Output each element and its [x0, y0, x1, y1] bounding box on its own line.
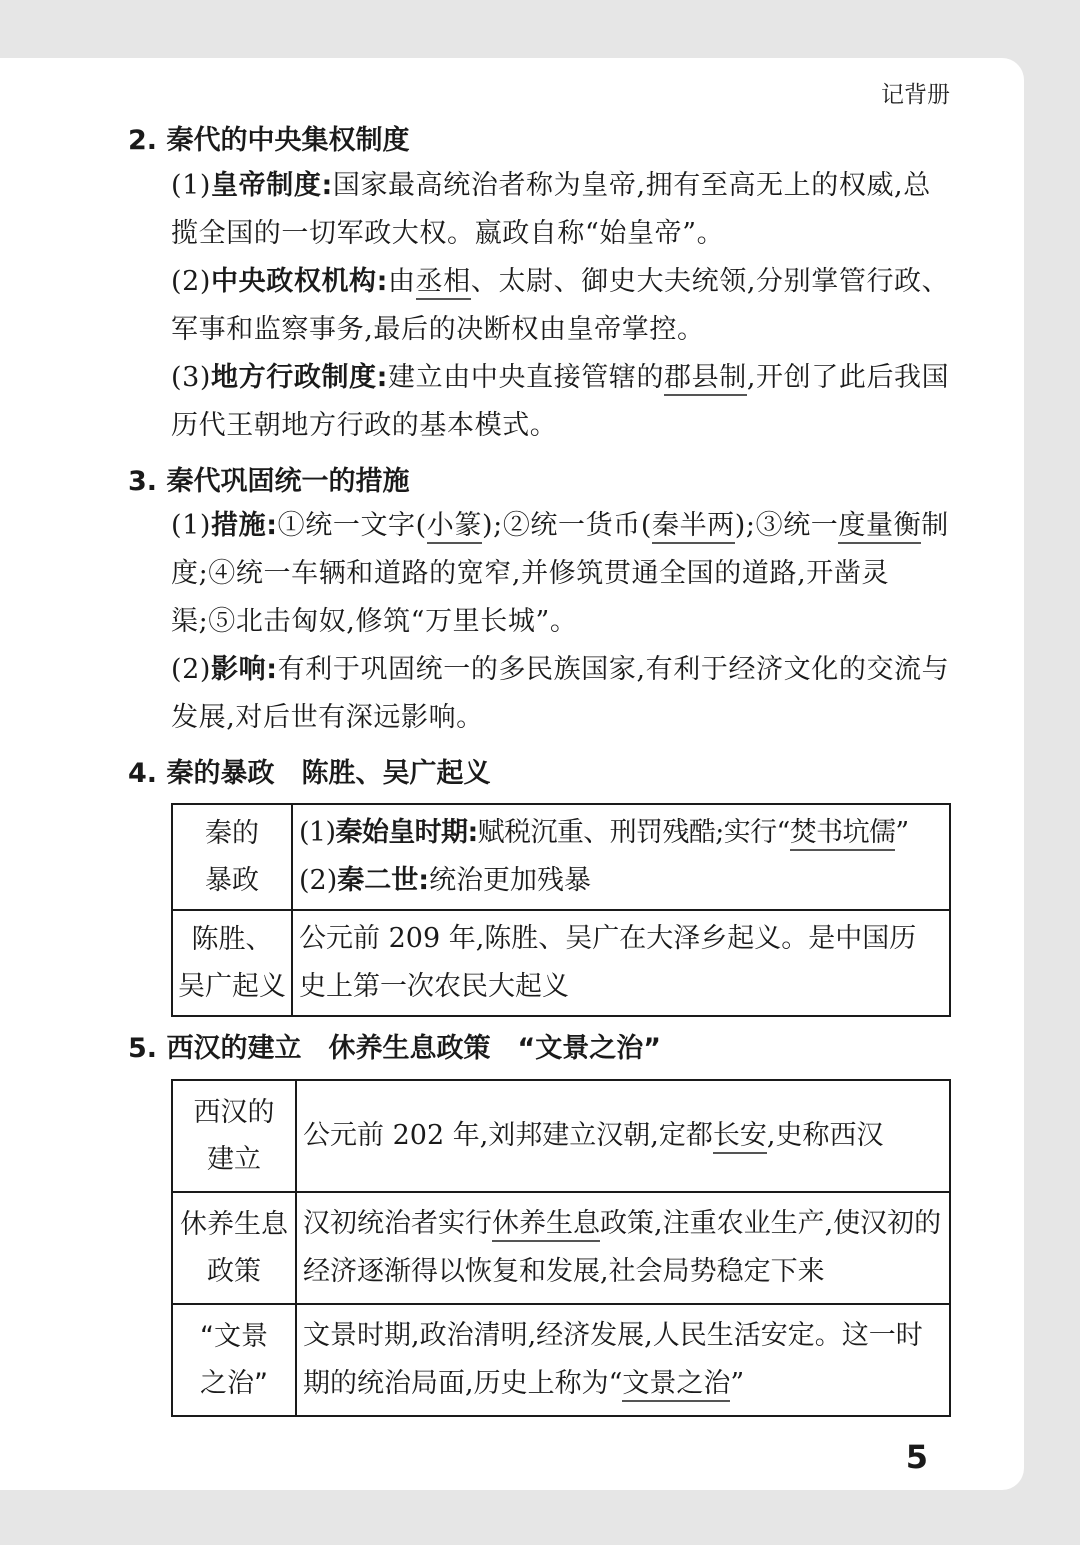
- item-label: 措施:: [211, 510, 278, 541]
- item-number: (1): [171, 510, 212, 541]
- item-label: 地方行政制度:: [211, 362, 389, 393]
- keyword-underlined: 长安: [713, 1120, 767, 1154]
- section-3-title: 3. 秦代巩固统一的措施: [128, 466, 410, 497]
- row-header: 陈胜、 吴广起义: [172, 910, 292, 1016]
- section-2-title: 2. 秦代的中央集权制度: [128, 125, 410, 156]
- s3-paragraph-2: [171, 646, 951, 742]
- running-head: 记背册: [881, 82, 950, 108]
- s2-paragraph-2: [171, 258, 951, 354]
- section-4-title: 4. 秦的暴政 陈胜、吴广起义: [128, 758, 491, 789]
- row-content: 文景时期,政治清明,经济发展,人民生活安定。这一时期的统治局面,历史上称为“文景之治”: [296, 1304, 950, 1416]
- row-content: [292, 804, 950, 910]
- item-text: 制度;④统一车辆和道路的宽窄,并修筑贯通全国的道路,开凿灵渠;⑤北击匈奴,修筑“万里长城”。: [171, 510, 949, 637]
- item-text: ,开创了此后我国历代王朝地方行政的基本模式。: [171, 362, 950, 441]
- table-row: [172, 1192, 950, 1304]
- page-number: 5: [905, 1438, 928, 1476]
- row-content: 公元前 209 年,陈胜、吴广在大泽乡起义。是中国历史上第一次农民大起义: [292, 910, 950, 1016]
- keyword-underlined: 秦半两: [652, 510, 735, 544]
- item-text: );③统一: [734, 510, 839, 541]
- item-number: (2): [171, 266, 212, 297]
- item-text: 国家最高统治者称为皇帝,拥有至高无上的权威,总揽全国的一切军政大权。嬴政自称“始皇帝”。: [171, 170, 931, 249]
- content-line: (1)秦始皇时期:赋税沉重、刑罚残酷;实行“焚书坑儒”: [299, 809, 943, 857]
- section-5-table: [171, 1079, 951, 1417]
- table-row: [172, 1304, 950, 1416]
- keyword-underlined: 文景之治: [622, 1368, 730, 1402]
- table-row: [172, 910, 950, 1016]
- item-number: (2): [171, 654, 212, 685]
- item-label: 皇帝制度:: [211, 170, 333, 201]
- item-number: (3): [171, 362, 212, 393]
- content-line: (2)秦二世:统治更加残暴: [299, 865, 592, 896]
- section-5-title: 5. 西汉的建立 休养生息政策 “文景之治”: [128, 1033, 661, 1064]
- row-content: 汉初统治者实行休养生息政策,注重农业生产,使汉初的经济逐渐得以恢复和发展,社会局势稳定下来: [296, 1192, 950, 1304]
- row-header: 西汉的 建立: [172, 1080, 296, 1192]
- s3-paragraph-1: [171, 502, 951, 646]
- item-number: (1): [171, 170, 212, 201]
- row-header: 秦的 暴政: [172, 804, 292, 910]
- s2-paragraph-1: [171, 162, 951, 258]
- row-header: 休养生息 政策: [172, 1192, 296, 1304]
- keyword-underlined: 小篆: [427, 510, 482, 544]
- section-4-table: [171, 803, 951, 1017]
- item-label: 影响:: [211, 654, 278, 685]
- item-label: 中央政权机构:: [211, 266, 389, 297]
- keyword-underlined: 休养生息: [492, 1208, 600, 1242]
- keyword-underlined: 焚书坑儒: [790, 817, 896, 851]
- item-text: 、太尉、御史大夫统领,分别掌管行政、军事和监察事务,最后的决断权由皇帝掌控。: [171, 266, 950, 345]
- item-text: );②统一货币(: [482, 510, 652, 541]
- section-2-body: [171, 162, 951, 450]
- row-content: 公元前 202 年,刘邦建立汉朝,定都长安,史称西汉: [296, 1080, 950, 1192]
- table-row: [172, 804, 950, 910]
- item-text: 有利于巩固统一的多民族国家,有利于经济文化的交流与发展,对后世有深远影响。: [171, 654, 950, 733]
- section-3-body: [171, 502, 951, 742]
- item-text: 由: [388, 266, 416, 297]
- row-header: “文景 之治”: [172, 1304, 296, 1416]
- page: [0, 58, 1024, 1490]
- keyword-underlined: 度量衡: [838, 510, 921, 544]
- item-text: 建立由中央直接管辖的: [388, 362, 665, 393]
- keyword-underlined: 丞相: [416, 266, 471, 300]
- s2-paragraph-3: [171, 354, 951, 450]
- table-row: [172, 1080, 950, 1192]
- keyword-underlined: 郡县制: [664, 362, 747, 396]
- item-text: ①统一文字(: [277, 510, 427, 541]
